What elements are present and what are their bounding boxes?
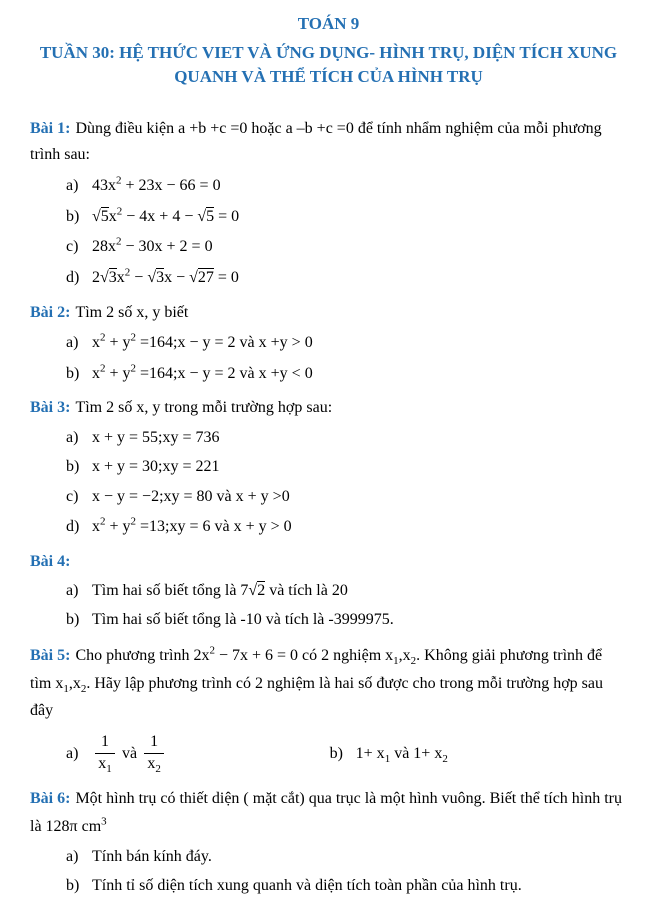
exercise-items (66, 172, 627, 292)
exercise-item (66, 360, 627, 388)
item-label: b) (329, 744, 343, 762)
exercise-heading (30, 300, 627, 326)
exercise-intro: Một hình trụ có thiết diện ( mặt cắt) qua trục là một hình vuông. Biết thể tích hình trụ là 128π $cm^3$ (30, 790, 623, 836)
item-content: $28x^2 - 30x + 2 = 0$ (92, 236, 213, 256)
exercise-heading (30, 786, 627, 840)
exercise-item (66, 844, 627, 870)
exercise-intro: Tìm 2 số x, y biết (75, 303, 189, 321)
exercise-label: Bài 2: (30, 303, 71, 321)
item-label: d) (66, 269, 80, 287)
exercise-item (66, 578, 627, 604)
item-content: $2√3x^2 - √3x - √27 = 0$ (92, 266, 239, 287)
item-label: b) (66, 458, 80, 476)
exercise-label: Bài 4: (30, 552, 71, 570)
item-label: a) (66, 334, 79, 352)
item-content: $x^2 + y^2$ =164;x − y = 2 và x +y < 0 (92, 362, 313, 383)
exercise-label: Bài 5: (30, 647, 71, 665)
exercise-item (66, 172, 627, 200)
exercise-heading (30, 116, 627, 169)
exercise-item (66, 513, 627, 541)
exercise-items (66, 425, 627, 541)
item-label: b) (66, 365, 80, 383)
item-content: x + y = 30;xy = 221 (92, 458, 220, 476)
exercise-items (66, 329, 627, 387)
item-label: a) (66, 582, 79, 600)
exercise-intro: Tìm 2 số x, y trong mỗi trường hợp sau: (75, 399, 333, 417)
item-label: a) (66, 745, 79, 763)
item-content: Tìm hai số biết tổng là 7√2 và tích là 20 (92, 582, 348, 600)
exercise-item (66, 873, 627, 899)
item-label: b) (66, 207, 80, 225)
exercise-item (66, 264, 627, 292)
item-content: Tính tỉ số diện tích xung quanh và diện tích toàn phần của hình trụ. (92, 876, 522, 894)
item-content: $\frac{1}{x_1}$ và $\frac{1}{x_2}$ (92, 745, 167, 762)
item-label: a) (66, 177, 79, 195)
item-label: c) (66, 238, 79, 256)
item-content: x + y = 55;xy = 736 (92, 428, 220, 446)
item-content: $√5x^2 - 4x + 4 - √5 = 0$ (92, 205, 240, 225)
exercise-item (66, 607, 627, 633)
exercise-items (66, 730, 627, 778)
document-subtitle: TUẦN 30: HỆ THỨC VIET VÀ ỨNG DỤNG- HÌNH TRỤ, DIỆN TÍCH XUNG QUANH VÀ THỂ TÍCH CỦA HÌNH TRỤ (39, 42, 618, 87)
item-content: x − y = −2;xy = 80 và x + y >0 (92, 487, 290, 505)
exercise-section (30, 549, 627, 634)
exercise-heading (30, 549, 627, 575)
exercise-items (66, 844, 627, 899)
exercise-item (66, 233, 627, 261)
exercise-items (66, 578, 627, 634)
exercise-label: Bài 3: (30, 399, 71, 417)
exercise-label: Bài 1: (30, 119, 71, 137)
exercise-section (30, 300, 627, 388)
exercise-section (30, 395, 627, 540)
document-title: TOÁN 9 (297, 14, 360, 33)
exercise-item (66, 454, 627, 480)
item-content: $x^2 + y^2$ =164;x − y = 2 và x +y > 0 (92, 331, 313, 352)
exercise-item (66, 484, 627, 510)
exercise-intro: Cho phương trình $2x^2 - 7x + 6 = 0$ có 2 nghiệm $x_1,x_2$. Không giải phương trình để tìm $x_1,x_2$. Hãy lập phương trình có 2 nghiệm là hai số được cho trong mỗi trường hợp sau đây (30, 644, 604, 719)
item-label: b) (66, 611, 80, 629)
exercise-item (66, 425, 627, 451)
exercise-list (30, 116, 627, 899)
item-content: $1+ x_1$ và $1+ x_2$ (355, 744, 448, 765)
item-content: Tìm hai số biết tổng là -10 và tích là -3999975. (92, 611, 394, 629)
exercise-label: Bài 6: (30, 790, 71, 808)
item-label: a) (66, 847, 79, 865)
exercise-section (30, 116, 627, 292)
exercise-heading (30, 642, 627, 724)
exercise-heading (30, 395, 627, 421)
item-label: b) (66, 876, 80, 894)
exercise-item (66, 329, 627, 357)
exercise-section (30, 642, 627, 779)
exercise-item (330, 741, 448, 768)
item-label: d) (66, 518, 80, 536)
item-content: $x^2 + y^2$ =13;xy = 6 và x + y > 0 (92, 515, 292, 536)
exercise-item (66, 202, 627, 230)
exercise-item (66, 733, 330, 775)
item-content: $43x^2 + 23x - 66 = 0$ (92, 174, 221, 195)
item-label: c) (66, 487, 79, 505)
exercise-intro: Dùng điều kiện a +b +c =0 hoặc a –b +c =0 để tính nhẩm nghiệm của mỗi phương trình sau: (30, 119, 602, 164)
item-label: a) (66, 428, 79, 446)
exercise-section (30, 786, 627, 899)
item-content: Tính bán kính đáy. (92, 847, 212, 865)
